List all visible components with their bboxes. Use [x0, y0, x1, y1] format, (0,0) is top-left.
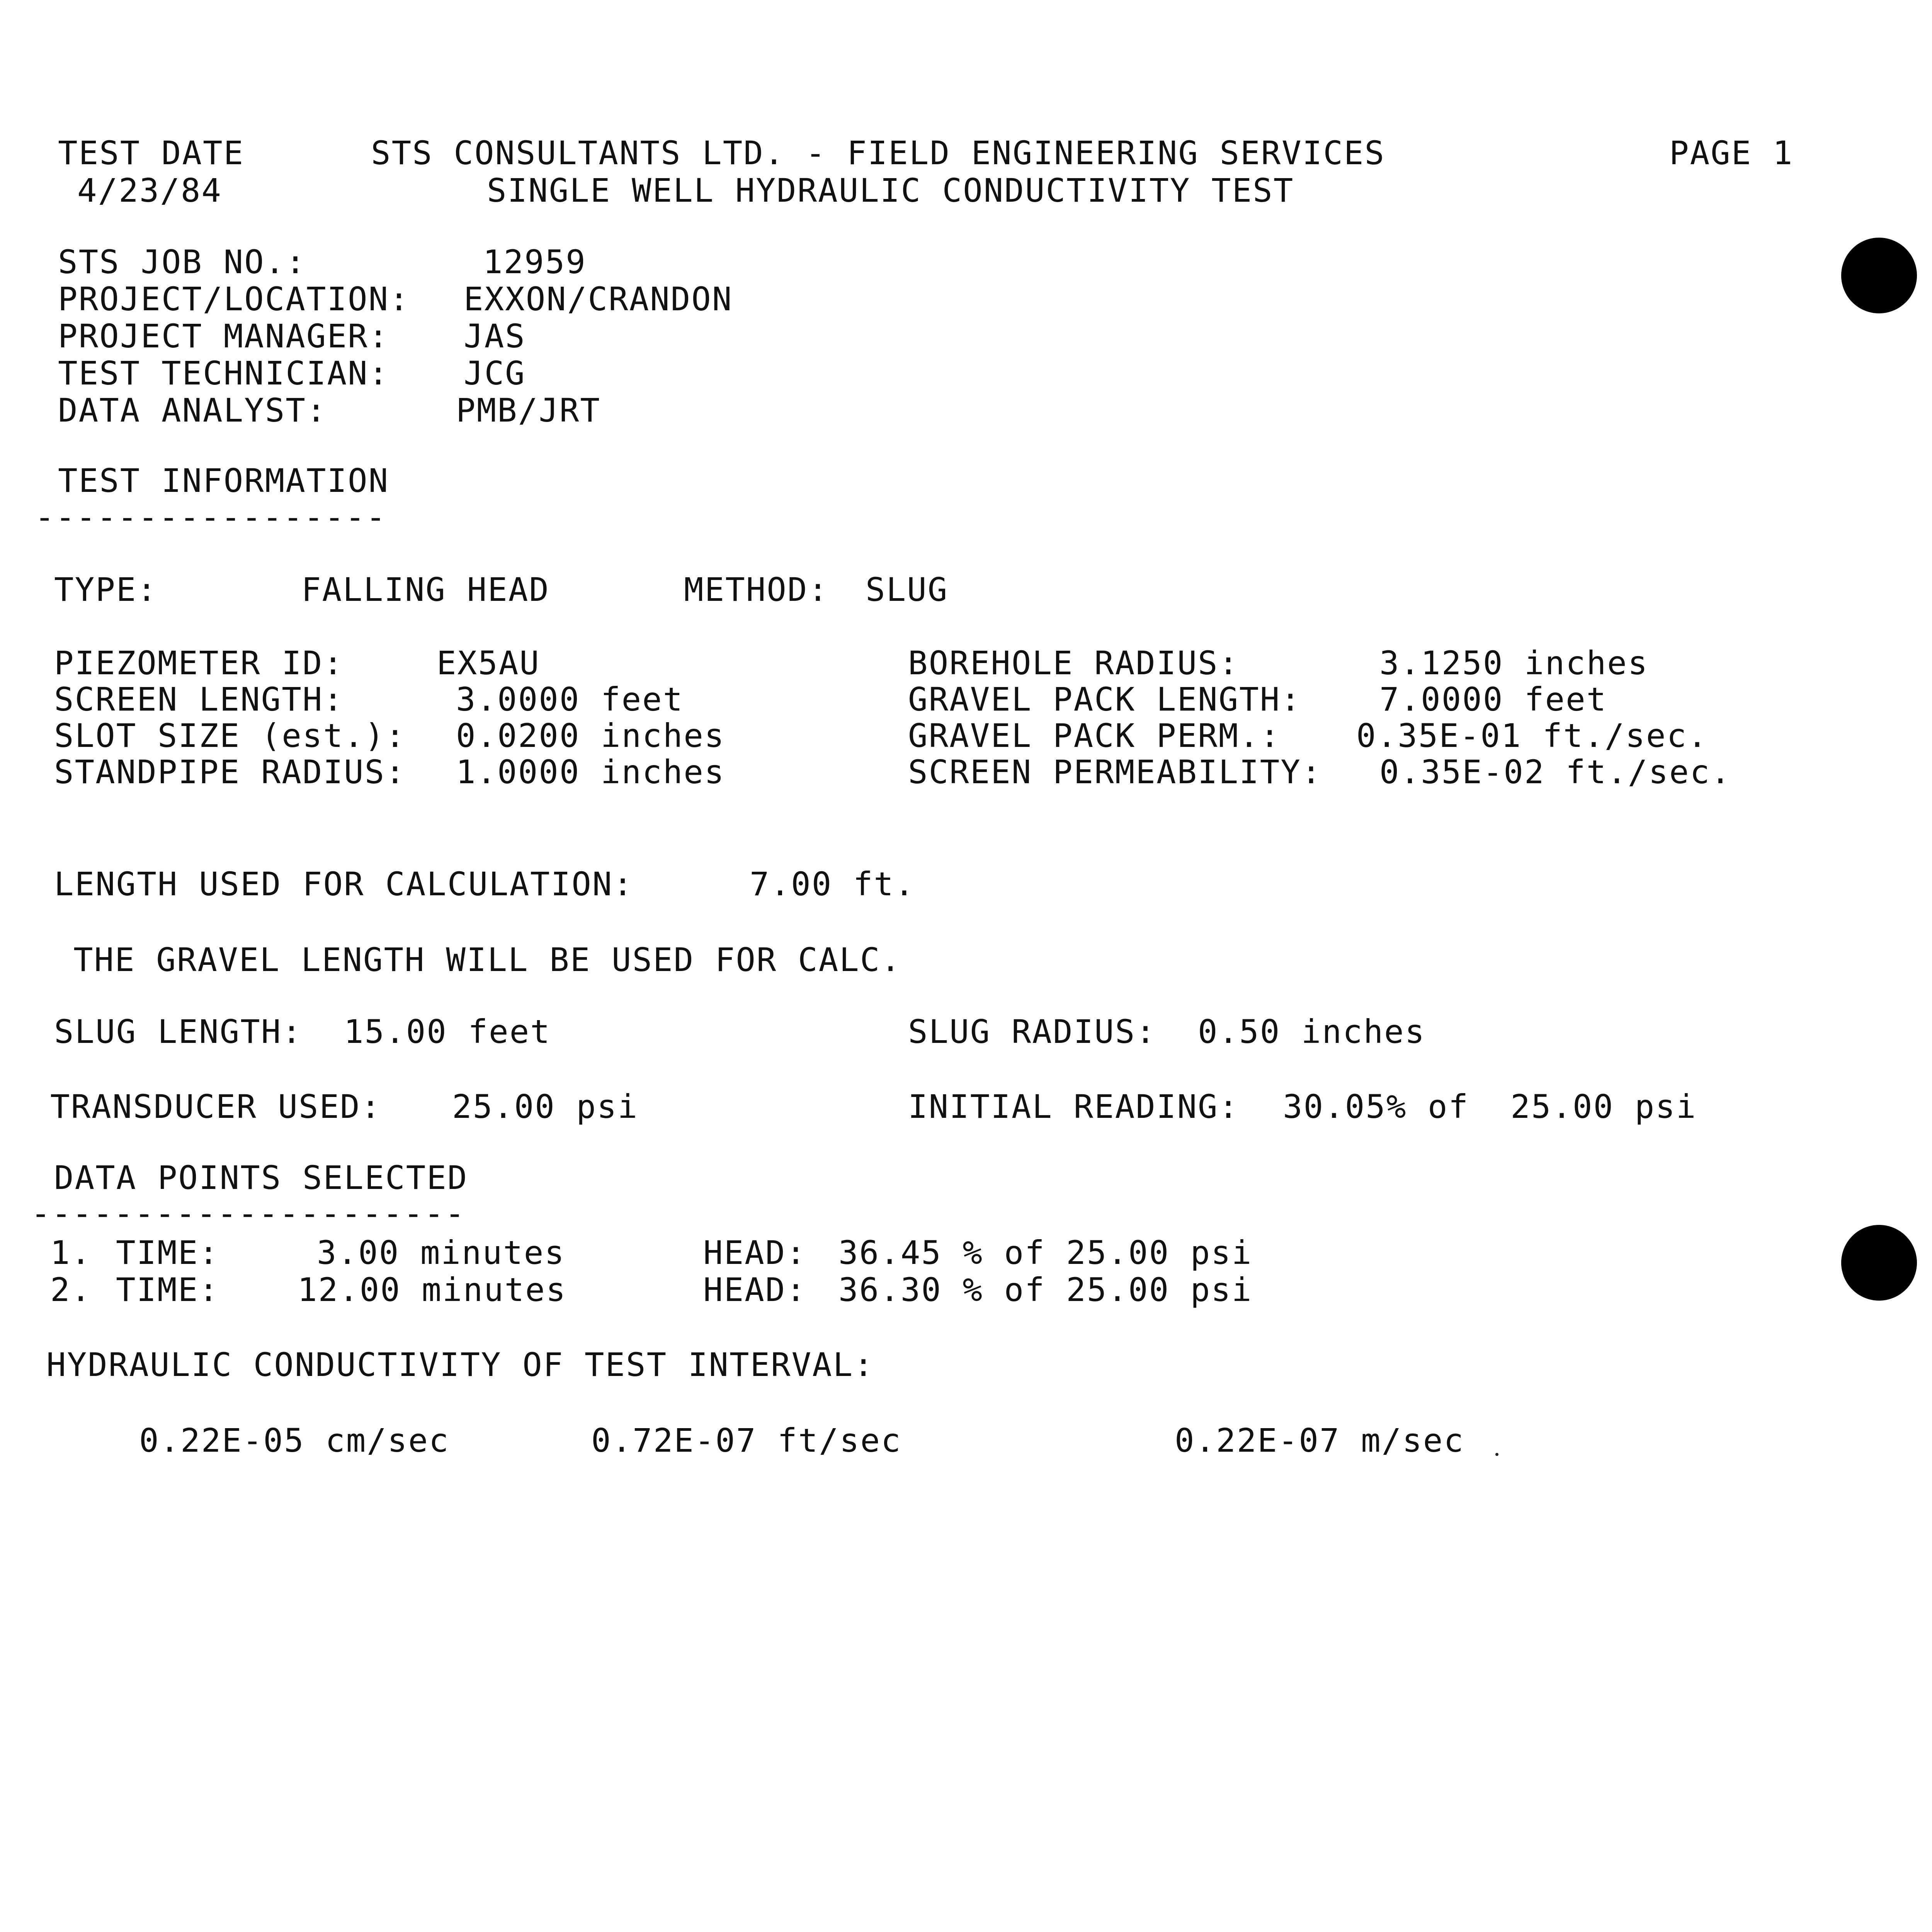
punch-hole [1841, 1225, 1917, 1301]
slug-radius-value: 0.50 inches [1198, 1013, 1426, 1051]
job-no-label: STS JOB NO.: [58, 243, 306, 281]
data-points-heading: DATA POINTS SELECTED [54, 1159, 468, 1197]
head-label: HEAD: [703, 1271, 807, 1309]
page-label: PAGE 1 [1669, 134, 1794, 172]
head-value: 36.30 % of 25.00 psi [838, 1271, 1253, 1309]
data-point-num: 2. [50, 1271, 92, 1309]
slug-length-value: 15.00 feet [344, 1013, 551, 1051]
borehole-label: BOREHOLE RADIUS: [908, 644, 1240, 682]
test-date-label: TEST DATE [58, 134, 245, 172]
standpipe-label: STANDPIPE RADIUS: [54, 753, 406, 791]
length-used-label: LENGTH USED FOR CALCULATION: [54, 865, 634, 903]
slot-size-label: SLOT SIZE (est.): [54, 717, 406, 755]
test-date: 4/23/84 [77, 172, 223, 209]
initial-reading-value: 30.05% of 25.00 psi [1283, 1088, 1697, 1126]
screen-perm-label: SCREEN PERMEABILITY: [908, 753, 1322, 791]
slug-radius-label: SLUG RADIUS: [908, 1013, 1156, 1051]
screen-length-label: SCREEN LENGTH: [54, 680, 344, 718]
gravel-perm-label: GRAVEL PACK PERM.: [908, 717, 1281, 755]
test-info-heading: TEST INFORMATION [58, 462, 389, 500]
initial-reading-label: INITIAL READING: [908, 1088, 1240, 1126]
borehole-value: 3.1250 inches [1379, 644, 1649, 682]
head-label: HEAD: [703, 1234, 807, 1272]
conductivity-heading: HYDRAULIC CONDUCTIVITY OF TEST INTERVAL: [46, 1346, 874, 1384]
conductivity-cm-sec: 0.22E-05 cm/sec [139, 1422, 450, 1459]
analyst-label: DATA ANALYST: [58, 391, 327, 429]
data-point-num: 1. [50, 1234, 92, 1272]
type-value: FALLING HEAD [301, 571, 550, 609]
gravel-note: THE GRAVEL LENGTH WILL BE USED FOR CALC. [73, 941, 901, 979]
company-title: STS CONSULTANTS LTD. - FIELD ENGINEERING SERVICES [371, 134, 1386, 172]
data-points-underline: --------------------- [31, 1194, 466, 1232]
screen-perm-value: 0.35E-02 ft./sec. [1379, 753, 1731, 791]
test-title: SINGLE WELL HYDRAULIC CONDUCTIVITY TEST [487, 172, 1294, 209]
technician-label: TEST TECHNICIAN: [58, 354, 389, 392]
gravel-length-value: 7.0000 feet [1379, 680, 1607, 718]
analyst: PMB/JRT [456, 391, 601, 429]
time-label: TIME: [116, 1271, 219, 1309]
technician: JCG [464, 354, 526, 392]
scan-speck [1495, 1453, 1498, 1456]
time-value: 12.00 minutes [298, 1271, 567, 1309]
head-value: 36.45 % of 25.00 psi [838, 1234, 1253, 1272]
gravel-length-label: GRAVEL PACK LENGTH: [908, 680, 1301, 718]
project-manager: JAS [464, 317, 526, 355]
piezometer-value: EX5AU [437, 644, 540, 682]
piezometer-label: PIEZOMETER ID: [54, 644, 344, 682]
method-label: METHOD: [684, 571, 829, 609]
screen-length-value: 3.0000 feet [456, 680, 684, 718]
punch-hole [1841, 238, 1917, 313]
conductivity-ft-sec: 0.72E-07 ft/sec [591, 1422, 902, 1459]
transducer-label: TRANSDUCER USED: [50, 1088, 382, 1126]
conductivity-m-sec: 0.22E-07 m/sec [1175, 1422, 1465, 1459]
project-location-label: PROJECT/LOCATION: [58, 280, 410, 318]
method-value: SLUG [866, 571, 949, 609]
project-manager-label: PROJECT MANAGER: [58, 317, 389, 355]
slug-length-label: SLUG LENGTH: [54, 1013, 303, 1051]
time-value: 3.00 minutes [317, 1234, 565, 1272]
transducer-value: 25.00 psi [452, 1088, 639, 1126]
test-info-underline: ----------------- [35, 498, 387, 536]
gravel-perm-value: 0.35E-01 ft./sec. [1356, 717, 1708, 755]
slot-size-value: 0.0200 inches [456, 717, 725, 755]
job-no: 12959 [483, 243, 587, 281]
time-label: TIME: [116, 1234, 219, 1272]
project-location: EXXON/CRANDON [464, 280, 733, 318]
standpipe-value: 1.0000 inches [456, 753, 725, 791]
length-used-value: 7.00 ft. [750, 865, 915, 903]
type-label: TYPE: [54, 571, 158, 609]
